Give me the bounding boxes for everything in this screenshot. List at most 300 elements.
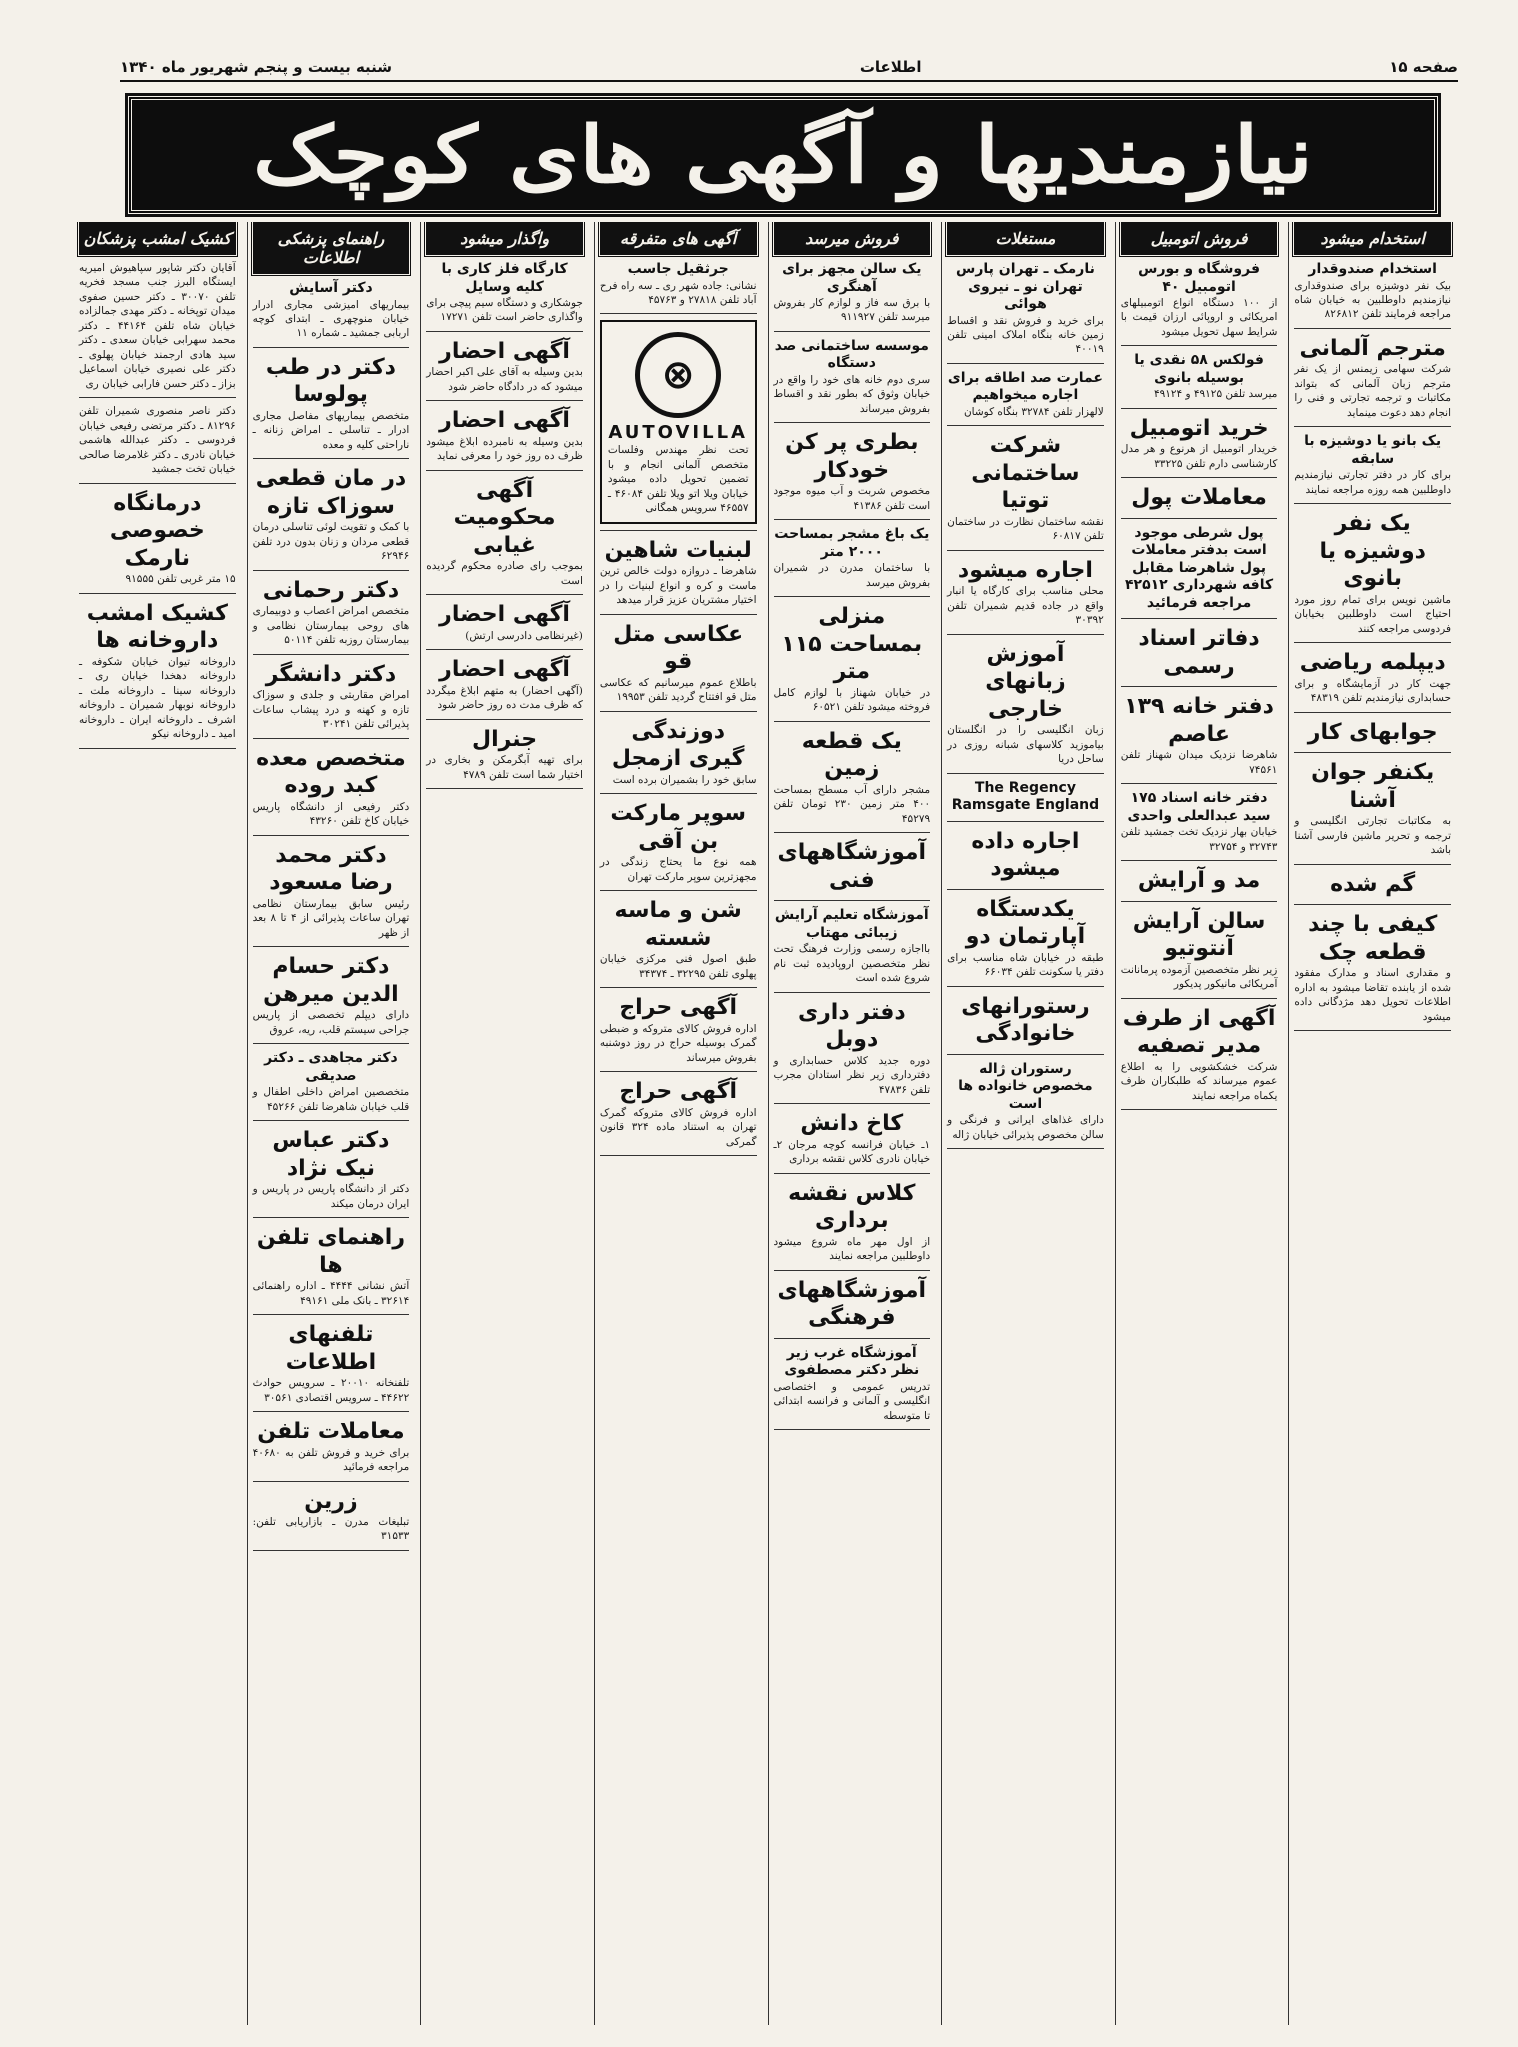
ad-item	[426, 477, 583, 588]
ad-item	[774, 907, 931, 985]
ad-body: برای خرید و فروش نقد و اقساط زمین خانه بنگاه املاک امینی تلفن ۴۰۰۱۹	[947, 314, 1104, 356]
ad-title: دکتر آسایش	[289, 280, 373, 296]
ad-title: The Regency Ramsgate England	[951, 779, 1100, 814]
ad-item	[947, 828, 1104, 883]
ad-title: آگهی احضار	[439, 657, 570, 683]
ad-body: تلفنخانه ۲۰۰۱۰ ـ سرویس حوادث ۴۴۶۲۲ ـ سرویس اقتصادی ۳۰۵۶۱	[252, 1377, 410, 1404]
ad-item	[600, 537, 757, 608]
ad-body: برای خرید و فروش تلفن به ۴۰۶۸۰ مراجعه فرمائید	[252, 1446, 410, 1474]
ad-separator	[426, 400, 583, 401]
ad-separator	[426, 594, 583, 595]
vw-logo-icon: ⊗	[635, 332, 721, 418]
ad-item	[1294, 335, 1451, 420]
ad-separator	[253, 1550, 410, 1551]
ad-item	[1294, 261, 1451, 322]
ad-item	[1121, 261, 1278, 339]
ad-item	[774, 261, 931, 325]
banner-title: نیازمندیها و آگهی های کوچک	[252, 109, 1314, 201]
ad-item	[774, 1277, 931, 1332]
ad-title: تلفنهای اطلاعات	[285, 1322, 377, 1375]
ad-title: آموزشگاه تعلیم آرایش زیبائی مهتاب	[774, 907, 929, 941]
ad-separator	[1294, 712, 1451, 713]
ad-body: شرکت خشکشویی را به اطلاع عموم میرساند که طلبکاران ظرف یکماه مراجعه نمایند	[1120, 1060, 1278, 1102]
ad-title: گم شده	[1330, 871, 1416, 897]
ad-column	[247, 222, 415, 2025]
ad-column	[420, 222, 588, 2025]
ad-body: بیک نفر دوشیزه برای صندوقداری نیازمندیم داوطلبین به خیابان شاه مراجعه فرمایند تلفن ۸۲۶۸۱۲	[1294, 279, 1451, 321]
ad-title: آگهی حراج	[619, 1079, 738, 1105]
ad-title: کیفی با چند قطعه چک	[1308, 912, 1438, 965]
ad-separator	[774, 1338, 931, 1339]
ad-separator	[1121, 408, 1278, 409]
ad-item	[253, 1050, 410, 1114]
ad-body: طبق اصول فنی مرکزی خیابان پهلوی تلفن ۳۲۲۹۵ ـ ۳۴۳۷۴	[599, 953, 757, 980]
column-heading: فروش میرسد	[774, 222, 931, 255]
ad-title: مد و آرایش	[1137, 868, 1261, 894]
issue-date: شنبه بیست و پنجم شهریور ماه ۱۳۴۰	[120, 58, 393, 76]
ad-title: خرید اتومبیل	[1129, 415, 1269, 441]
ad-item	[947, 1061, 1104, 1142]
ad-item	[253, 465, 410, 563]
ad-body: در خیابان شهناز با لوازم کامل فروخته میشود تلفن ۶۰۵۲۱	[773, 686, 931, 714]
ad-item	[947, 641, 1104, 767]
ad-body: آتش نشانی ۴۴۴۴ ـ اداره راهنمائی ۳۲۶۱۴ ـ بانک ملی ۴۹۱۶۱	[252, 1280, 410, 1307]
ad-title: یکنفر جوان آشنا	[1311, 760, 1435, 813]
ad-item	[79, 600, 236, 742]
ad-item	[774, 603, 931, 714]
ad-title: بطری پر کن خودکار	[785, 430, 919, 483]
ad-separator	[1294, 904, 1451, 905]
ad-body: متخصص بیماریهای مفاصل مجاری ادرار ـ تناسلی ـ امراض زنانه ـ ناراحتی کلیه و معده	[252, 409, 410, 451]
ad-title: دفتر خانه ۱۳۹ عاصم	[1124, 694, 1274, 747]
ad-body: شرکت سهامی زیمنس از یک نفر مترجم زبان آلمانی که بتواند مکاتبات و ترجمه تجارتی و فنی را انجام دهد دعوت مینماید	[1294, 363, 1451, 419]
column-heading: استخدام میشود	[1294, 222, 1451, 255]
ad-body: لالهزار تلفن ۳۲۷۸۴ بنگاه کوشان	[963, 405, 1104, 418]
ad-title: نارمک ـ تهران پارس تهران نو ـ نیروی هوائی	[956, 261, 1095, 312]
ad-item	[253, 1321, 410, 1405]
ad-separator	[600, 987, 757, 988]
ad-title: یک قطعه زمین	[801, 728, 902, 782]
ad-item	[426, 601, 583, 643]
ad-title: راهنمای تلفن ها	[256, 1225, 406, 1278]
ad-body: طبقه در خیابان شاه مناسب برای دفتر یا سکونت تلفن ۶۶۰۳۴	[947, 951, 1104, 979]
ad-separator	[1121, 345, 1278, 346]
ad-body: محلی مناسب برای کارگاه یا انبار واقع در جاده قدیم شمیران تلفن ۳۰۳۹۲	[947, 585, 1104, 627]
ad-item	[1294, 871, 1451, 899]
ad-item	[1294, 510, 1451, 636]
ad-separator	[253, 1217, 410, 1218]
ad-item	[1121, 525, 1278, 613]
ad-separator	[1294, 328, 1451, 329]
ad-item	[600, 718, 757, 787]
ad-item	[426, 407, 583, 463]
ad-title: دوزندگی گیری ازمجل	[611, 718, 745, 772]
ad-separator	[1121, 518, 1278, 519]
ad-item	[600, 897, 757, 981]
ad-item	[600, 800, 757, 884]
ad-body: بدین وسیله به نامبرده ابلاغ میشود ظرف ده روز خود را معرفی نماید	[426, 435, 583, 463]
ad-item	[1121, 1005, 1278, 1103]
ad-body: دوره جدید کلاس حسابداری و دفترداری زیر نظر استادان مجرب تلفن ۴۷۸۳۶	[773, 1054, 931, 1096]
ad-separator	[1121, 686, 1278, 687]
ad-title: آموزش زبانهای خارجی	[985, 641, 1066, 722]
ad-separator	[426, 719, 583, 720]
ad-separator	[253, 570, 410, 571]
ad-title: جوابهای کار	[1307, 719, 1438, 745]
ad-separator	[600, 711, 757, 712]
ad-separator	[253, 1043, 410, 1044]
ad-body: مخصوص شربت و آب میوه موجود است تلفن ۴۱۳۸۶	[773, 485, 931, 512]
ad-separator	[253, 458, 410, 459]
ad-body: و مقداری اسناد و مدارک مفقود شده از یابنده تقاضا میشود به اداره اطلاعات تحویل دهد مژدگانی داده میشود	[1294, 967, 1451, 1023]
ad-column	[1288, 222, 1456, 2025]
column-heading: آگهی های متفرقه	[600, 222, 757, 255]
ad-separator	[774, 596, 931, 597]
ad-title: آگهی از طرف مدیر تصفیه	[1122, 1005, 1276, 1059]
ad-separator	[253, 347, 410, 348]
ad-separator	[774, 1429, 931, 1430]
ad-item	[1294, 433, 1451, 497]
ad-title: کاخ دانش	[800, 1111, 904, 1137]
ad-title: یکدستگاه آپارتمان دو	[965, 896, 1086, 950]
ad-body: ۱ـ خیابان فرانسه کوچه مرجان ۲ـ خیابان نادری کلاس نقشه برداری	[773, 1138, 931, 1166]
ad-title: یک سالن مجهز برای آهنگری	[782, 261, 922, 295]
ad-item	[1121, 415, 1278, 471]
ad-item	[253, 953, 410, 1037]
ad-separator	[1121, 618, 1278, 619]
ad-item	[1294, 719, 1451, 747]
ad-body: (غیرنظامی دادرسی ارتش)	[465, 629, 583, 642]
ad-body: با کمک و تقویت لوئی تناسلی درمان قطعی مردان و زنان بدون درد تلفن ۶۲۹۴۶	[252, 521, 410, 563]
ad-item	[774, 1345, 931, 1423]
ad-title: دکتر مجاهدی ـ دکتر صدیقی	[264, 1050, 398, 1084]
ad-item	[1294, 649, 1451, 705]
ad-item	[426, 656, 583, 712]
ad-title: معاملات پول	[1131, 485, 1267, 511]
ad-separator	[426, 649, 583, 650]
ad-item	[774, 839, 931, 894]
ad-item	[774, 338, 931, 416]
ad-body: اداره فروش کالای متروکه و ضبطی گمرک بوسیله حراج در روز دوشنبه بفروش میرساند	[599, 1022, 757, 1064]
classifieds-banner	[128, 96, 1438, 214]
ad-item	[774, 999, 931, 1097]
ad-title: کارگاه فلز کاری با کلیه وسایل	[441, 261, 568, 295]
ad-title: دیپلمه ریاضی	[1299, 650, 1446, 676]
page-header	[120, 54, 1458, 82]
ad-body: برای تهیه آبگرمکن و بخاری در اختیار شما است تلفن ۴۷۸۹	[426, 754, 583, 781]
ad-body: باطلاع عموم میرسانیم که عکاسی متل قو افتتاح گردید تلفن ۱۹۹۵۳	[599, 676, 757, 704]
ad-separator	[1294, 1030, 1451, 1031]
ad-title: لبنیات شاهین	[604, 537, 752, 563]
ad-column	[74, 222, 241, 2025]
ad-body: جهت کار در آزمایشگاه و برای حسابداری نیازمندیم تلفن ۴۸۳۱۹	[1294, 677, 1451, 705]
ad-title: مترجم آلمانی	[1299, 335, 1446, 361]
ad-body: بیماریهای امیزشی مجاری ادرار خیابان منوچهری ـ ابتدای کوچه اربابی جمشید ـ شماره ۱۱	[252, 298, 410, 340]
ad-separator	[426, 788, 583, 789]
ad-title: آموزشگاههای فرهنگی	[777, 1277, 927, 1331]
ad-item	[774, 728, 931, 826]
ad-body: امراض مقاربتی و جلدی و سوزاک تازه و کهنه و درد پیشاب ساعات پذیرائی تلفن ۳۰۲۴۱	[252, 689, 410, 731]
ad-body: دکتر رفیعی از دانشگاه پاریس خیابان کاخ تلفن ۴۳۲۶۰	[252, 800, 410, 828]
ad-separator	[253, 1481, 410, 1482]
ad-item	[253, 577, 410, 648]
newspaper-name: اطلاعات	[859, 58, 922, 76]
ad-title: جنرال	[471, 726, 538, 752]
ad-separator	[947, 1054, 1104, 1055]
column-heading: مستغلات	[947, 222, 1104, 255]
ad-separator	[600, 614, 757, 615]
ad-columns	[74, 222, 1456, 2025]
ad-title: آگهی حراج	[619, 995, 738, 1021]
ad-item	[947, 780, 1104, 815]
column-heading: راهنمای پزشکی اطلاعات	[253, 222, 410, 274]
ad-body: سابق خود را بشمیران برده است	[612, 773, 757, 786]
ad-item	[1294, 911, 1451, 1024]
ad-item	[1121, 867, 1278, 895]
ad-separator	[1121, 1109, 1278, 1110]
ad-title: منزلی بمساحت ۱۱۵ متر	[781, 604, 923, 685]
ad-title: دفتر داری دوبل	[797, 999, 906, 1053]
ad-title: فولکس ۵۸ نقدی یا بوسیله بانوی	[1134, 352, 1264, 386]
ad-body: شاهرضا ـ دروازه دولت خالص ترین ماست و کره و انواع لبنیات را در اختیار مشتریان عزیز قرار میدهد	[599, 565, 757, 607]
column-heading: واگذار میشود	[426, 222, 583, 255]
ad-body: زبان انگلیسی را در انگلستان بیاموزید کلاسهای شبانه روزی در ساحل دریا	[947, 724, 1104, 766]
ad-title: کشیک امشب داروخانه ها	[86, 600, 228, 654]
ad-separator	[253, 1120, 410, 1121]
ad-column	[1115, 222, 1283, 2025]
ad-separator	[774, 1103, 931, 1104]
ad-item	[79, 490, 236, 587]
ad-title: آگهی احضار	[439, 338, 570, 364]
ad-title: زرین	[304, 1488, 358, 1514]
ad-separator	[947, 425, 1104, 426]
ad-body: بدین وسیله به آقای علی اکبر احضار میشود که در دادگاه حاضر شود	[426, 366, 583, 393]
ad-item	[253, 280, 410, 341]
ad-body: متخصص امراض اعصاب و دوبیماری های روحی بیمارستان نظامی و بیمارستان روزبه تلفن ۵۰۱۱۴	[252, 605, 410, 647]
column-heading: کشیک امشب پزشکان	[79, 222, 236, 255]
ad-title: اجاره میشود	[957, 557, 1093, 583]
ad-title: متخصص معده کبد روده	[256, 745, 406, 799]
ad-separator	[1121, 901, 1278, 902]
ad-item	[947, 557, 1104, 628]
ad-title: آگهی احضار	[439, 408, 570, 434]
ad-item	[947, 432, 1104, 543]
ad-title: معاملات تلفن	[257, 1419, 405, 1445]
ad-body: شاهرضا نزدیک میدان شهناز تلفن ۷۴۵۶۱	[1120, 749, 1278, 776]
ad-separator	[79, 397, 236, 398]
ad-title: دکتر حسام الدین میرهن	[263, 954, 399, 1007]
ad-separator	[774, 331, 931, 332]
ad-separator	[1294, 752, 1451, 753]
ad-body: مشجر دارای آب مسطح بمساحت ۴۰۰ متر زمین ۲۳۰ تومان تلفن ۴۵۲۷۹	[773, 783, 931, 825]
ad-title: جرثقیل جاسب	[627, 261, 729, 277]
ad-separator	[79, 593, 236, 594]
column-heading: فروش اتومبیل	[1121, 222, 1278, 255]
ad-item	[253, 1488, 410, 1544]
page-number: صفحه ۱۵	[1389, 58, 1458, 76]
ad-title: یک باغ مشجر بمساحت ۲۰۰۰ متر	[774, 526, 930, 560]
ad-item	[774, 1180, 931, 1264]
ad-column	[941, 222, 1109, 2025]
ad-separator	[253, 946, 410, 947]
ad-separator	[1121, 783, 1278, 784]
ad-title: دفاتر اسناد رسمی	[1138, 626, 1260, 679]
ad-body: ماشین نویس برای تمام روز مورد احتیاج است داوطلبین بخیابان فردوسی مراجعه کنند	[1294, 593, 1451, 635]
ad-body: اداره فروش کالای متروکه گمرک تهران به استناد ماده ۳۲۴ قانون گمرکی	[599, 1106, 757, 1148]
ad-body: تحت نظر مهندس وفلسات متخصص آلمانی انجام و با تضمین تحویل داده میشود خیابان ویلا اتو ویلا تلفن ۴۶۰۸۴ ـ ۴۶۵۵۷ سرویس همگانی	[607, 444, 749, 515]
ad-body: بااجازه رسمی وزارت فرهنگ تحت نظر متخصصین اروپادیده ثبت نام شروع شده است	[773, 943, 931, 985]
ad-title: آموزشگاههای فنی	[777, 840, 927, 893]
ad-separator	[79, 483, 236, 484]
ad-title: عکاسی متل قو	[613, 621, 744, 675]
ad-body: متخصصین امراض داخلی اطفال و قلب خیابان شاهرضا تلفن ۴۵۲۶۶	[252, 1086, 410, 1113]
ad-title: آگهی محکومیت غیابی	[453, 477, 556, 558]
ad-separator	[600, 1155, 757, 1156]
ad-title: یک بانو یا دوشیزه با سابقه	[1304, 433, 1442, 467]
ad-separator	[774, 519, 931, 520]
ad-body: خیابان بهار نزدیک تخت جمشید تلفن ۳۲۷۴۳ و ۳۲۷۵۴	[1120, 826, 1278, 853]
ad-item	[253, 1418, 410, 1474]
ad-item	[79, 404, 236, 476]
ad-title: آموزشگاه غرب زیر نظر دکتر مصطفوی	[784, 1344, 920, 1379]
ad-separator	[426, 331, 583, 332]
ad-title: در مان قطعی سوزاک تازه	[255, 466, 407, 519]
ad-body: بموجب رای صادره محکوم گردیده است	[426, 560, 583, 587]
ad-item	[600, 621, 757, 705]
ad-item	[1121, 352, 1278, 401]
ad-body: با ساختمان مدرن در شمیران بفروش میرسد	[773, 562, 931, 589]
ad-item	[1121, 625, 1278, 680]
ad-body: دارای دیپلم تخصصی از پاریس جراحی سیستم قلب، ریه، عروق	[252, 1009, 410, 1036]
ad-body: به مکاتبات تجارتی انگلیسی و ترجمه و تحریر ماشین فارسی آشنا باشد	[1294, 815, 1451, 857]
ad-body: دکتر از دانشگاه پاریس در پاریس و ایران درمان میکند	[252, 1183, 410, 1210]
ad-item	[1121, 693, 1278, 777]
ad-title: سالن آرایش آنتوتیو	[1132, 908, 1266, 962]
ad-separator	[600, 793, 757, 794]
ad-separator	[774, 1270, 931, 1271]
ad-title: درمانگاه خصوصی نارمک	[109, 490, 205, 571]
ad-body: نشانی: جاده شهر ری ـ سه راه فرح آباد تلفن ۲۷۸۱۸ و ۴۵۷۶۳	[599, 279, 757, 306]
ad-body: تبلیغات مدرن ـ بازاریابی تلفن: ۳۱۵۳۳	[252, 1516, 410, 1543]
ad-item	[947, 993, 1104, 1048]
ad-title: اجاره داده میشود	[971, 828, 1080, 882]
ad-body: داروخانه تیوان خیابان شکوفه ـ داروخانه دهخدا خیابان ری ـ داروخانه سینا ـ داروخانه ملت ـ داروخانه نوبهار شمیران ـ داروخانه اشرف ـ داروخانه ایران ـ داروخانه امید ـ داروخانه نیکو	[79, 655, 236, 741]
ad-title: دکتر محمد رضا مسعود	[269, 842, 393, 896]
ad-item	[426, 261, 583, 325]
ad-title: عمارت صد اطاقه برای اجاره میخواهیم	[947, 369, 1103, 404]
ad-separator	[600, 313, 757, 314]
ad-body: (آگهی احضار) به متهم ابلاغ میگردد که ظرف مدت ده روز حاضر شود	[426, 684, 583, 712]
ad-item	[600, 261, 757, 307]
ad-title: پول شرطی موجود است بدفتر معاملات پول شاهرضا مقابل کافه شهرداری ۴۲۵۱۲ مراجعه فرمائید	[1124, 524, 1274, 611]
ad-body: رئیس سابق بیمارستان نظامی تهران ساعات پذیرائی از ۴ تا ۸ بعد از ظهر	[252, 897, 410, 939]
ad-separator	[253, 654, 410, 655]
ad-item	[947, 261, 1104, 357]
ad-separator	[600, 1071, 757, 1072]
ad-item	[1121, 908, 1278, 992]
ad-item	[774, 429, 931, 513]
ad-title: رستوران ژاله مخصوص خانواده ها است	[958, 1060, 1093, 1112]
ad-title: دکتر دانشگر	[265, 661, 397, 687]
ad-item	[426, 338, 583, 394]
ad-separator	[253, 1314, 410, 1315]
ad-title: سوپر مارکت بن آقی	[610, 801, 747, 854]
ad-item	[1121, 484, 1278, 512]
ad-body: همه نوع ما یحتاج زندگی در مجهزترین سوپر مارکت تهران	[599, 856, 757, 883]
ad-title: فروشگاه و بورس اتومبیل ۴۰	[1138, 261, 1260, 295]
ad-title: شرکت ساختمانی توتیا	[971, 433, 1080, 514]
ad-separator	[253, 1411, 410, 1412]
ad-item	[600, 994, 757, 1065]
ad-separator	[947, 363, 1104, 364]
ad-item	[1294, 759, 1451, 857]
ad-separator	[774, 721, 931, 722]
ad-separator	[426, 470, 583, 471]
ad-item	[774, 526, 931, 590]
ad-title: موسسه ساختمانی صد دستگاه	[774, 337, 929, 372]
ad-item	[426, 726, 583, 782]
ad-separator	[947, 986, 1104, 987]
ad-title: AUTOVILLA	[608, 422, 748, 444]
ad-item	[253, 842, 410, 940]
ad-item	[253, 1224, 410, 1308]
ad-separator	[1294, 503, 1451, 504]
ad-separator	[600, 890, 757, 891]
ad-title: یک نفر دوشیزه یا بانوی	[1319, 511, 1426, 592]
ad-separator	[947, 550, 1104, 551]
ad-body: از ۱۰۰ دستگاه انواع اتومبیلهای امریکائی و اروپائی ارزان قیمت با شرایط سهل تحویل میشود	[1120, 297, 1278, 338]
ad-body: برای کار در دفتر تجارتی نیازمندیم داوطلبین همه روزه مراجعه نمایند	[1294, 469, 1451, 496]
ad-separator	[947, 821, 1104, 822]
ad-separator	[253, 835, 410, 836]
ad-separator	[1294, 642, 1451, 643]
ad-body: سری دوم خانه های خود را واقع در خیابان وثوق که بطور نقد و اقساط بفروش میرساند	[773, 373, 931, 415]
ad-column	[594, 222, 762, 2025]
ad-item	[253, 745, 410, 829]
ad-body: تدریس عمومی و اختصاصی انگلیسی و آلمانی و فرانسه ابتدائی تا متوسطه	[773, 1380, 931, 1422]
ad-separator	[600, 530, 757, 531]
ad-body: نقشه ساختمان نظارت در ساختمان تلفن ۶۰۸۱۷	[947, 515, 1104, 543]
ad-separator	[774, 1173, 931, 1174]
ad-separator	[1121, 998, 1278, 999]
ad-title: دکتر رحمانی	[262, 577, 400, 603]
ad-separator	[774, 992, 931, 993]
ad-item	[253, 1127, 410, 1211]
ad-title: شن و ماسه شسته	[614, 898, 742, 951]
ad-title: دفتر خانه اسناد ۱۷۵ سید عبدالعلی واحدی	[1127, 790, 1271, 824]
ad-title: دکتر عباس نیک نژاد	[272, 1128, 390, 1181]
ad-separator	[774, 832, 931, 833]
ad-separator	[947, 634, 1104, 635]
ad-separator	[774, 422, 931, 423]
ad-separator	[1294, 864, 1451, 865]
ad-body: دارای غذاهای ایرانی و فرنگی و سالن مخصوص پذیرائی خیابان ژاله	[947, 1114, 1104, 1141]
ad-item	[600, 1078, 757, 1149]
ad-body: جوشکاری و دستگاه سیم پیچی برای واگذاری حاضر است تلفن ۱۷۲۷۱	[426, 297, 583, 324]
ad-item	[253, 354, 410, 452]
ad-title: آگهی احضار	[439, 602, 570, 628]
ad-body: خریدار اتومبیل از هرنوع و هر مدل کارشناسی دارم تلفن ۳۳۲۲۵	[1120, 443, 1278, 470]
ad-item	[947, 370, 1104, 419]
ad-column	[768, 222, 936, 2025]
ad-separator	[774, 900, 931, 901]
ad-item	[947, 896, 1104, 980]
ad-separator	[947, 773, 1104, 774]
ad-body: آقایان دکتر شاپور سپاهیوش امیریه ایستگاه البرز جنب مسجد فخریه تلفن ۳۰۰۷۰ ـ دکتر حسین صفوی میدان توپخانه ـ دکتر مهدی جمالزاده خیابان شاه تلفن ۴۴۱۶۴ ـ دکتر محمد سهرابی خیابان سعدی ـ دکتر سید هادی ارجمند خیابان پهلوی ـ دکتر علی نصیری خیابان اسماعیل بزاز ـ دکتر حسن فارابی خیابان ری	[79, 262, 236, 390]
ad-item	[600, 320, 757, 523]
ad-separator	[1294, 426, 1451, 427]
ad-body: ۱۵ متر غربی تلفن ۹۱۵۵۵	[125, 573, 236, 586]
